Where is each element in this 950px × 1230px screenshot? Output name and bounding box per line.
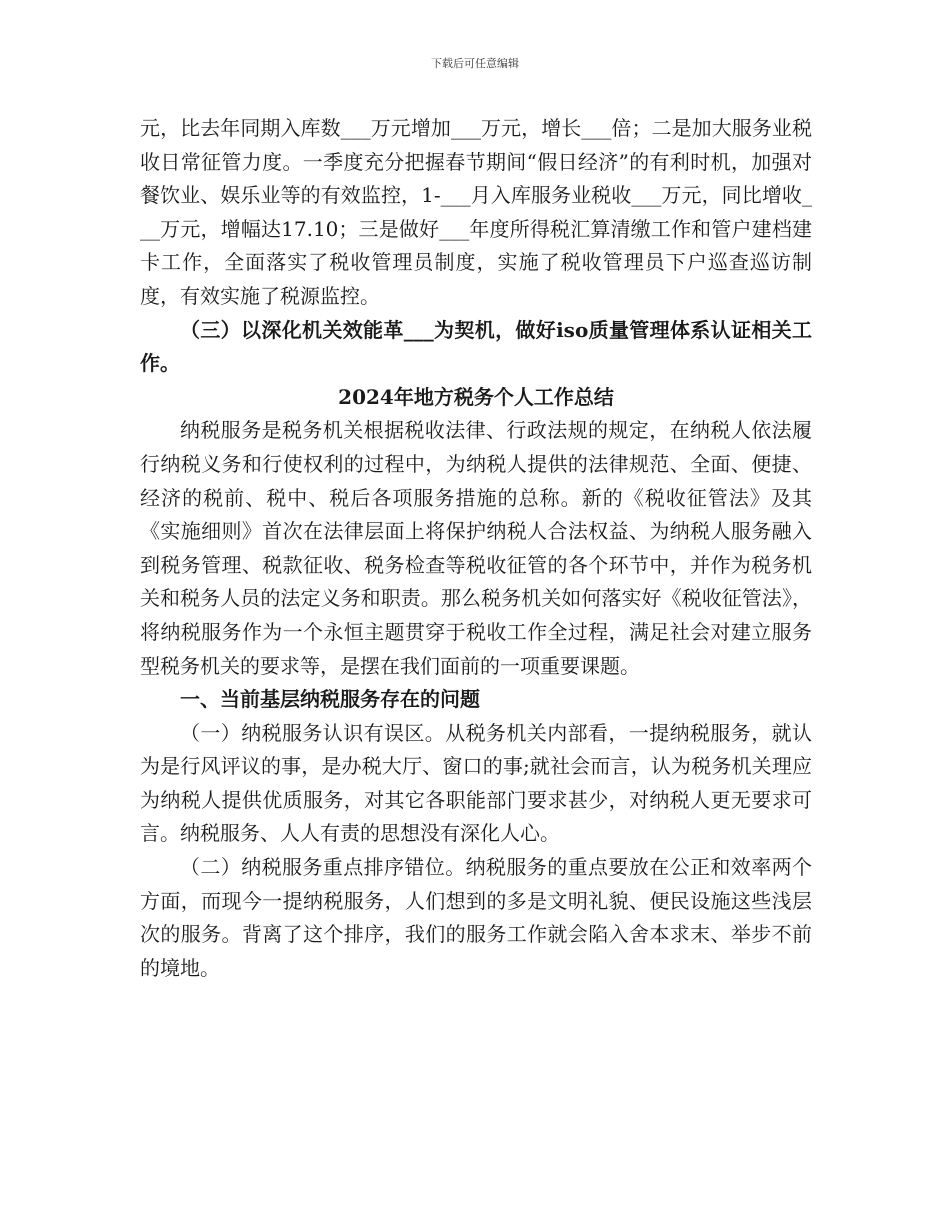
paragraph-intro: 纳税服务是税务机关根据税收法律、行政法规的规定，在纳税人依法履行纳税义务和行使权利的过程中，为纳税人提供的法律规范、全面、便捷、经济的税前、税中、税后各项服务措施的总称。新的《税收征管法》及其《实施细则》首次在法律层面上将保护纳税人合法权益、为纳税人服务融入到税务管理、税款征收、税务检查等税收征管的各个环节中，并作为税务机关和税务人员的法定义务和职责。那么税务机关如何落实好《税收征管法》，将纳税服务作为一个永恒主题贯穿于税收工作全过程，满足社会对建立服务型税务机关的要求等，是摆在我们面前的一项重要课题。: [140, 418, 812, 678]
paragraph-continuation: 元，比去年同期入库数___万元增加___万元，增长___倍；二是加大服务业税收日常征管力度。一季度充分把握春节期间“假日经济”的有利时机，加强对餐饮业、娱乐业等的有效监控，1-___月入库服务业税收___万元，同比增收___万元，增幅达17.10；三是做好___年度所得税汇算清缴工作和管户建档建卡工作，全面落实了税收管理员制度，实施了税收管理员下户巡查巡访制度，有效实施了税源监控。: [140, 116, 812, 308]
section-heading-1: 一、当前基层纳税服务存在的问题: [180, 687, 480, 712]
document-body: [140, 112, 812, 985]
paragraph-issue-2: （二）纳税服务重点排序错位。纳税服务的重点要放在公正和效率两个方面，而现今一提纳税服务，人们想到的多是文明礼貌、便民设施这些浅层次的服务。背离了这个排序，我们的服务工作就会陷入舍本求末、举步不前的境地。: [140, 855, 812, 980]
section-heading-3: （三）以深化机关效能革___为契机，做好iso质量管理体系认证相关工作。: [140, 317, 812, 376]
paragraph-issue-1: （一）纳税服务认识有误区。从税务机关内部看，一提纳税服务，就认为是行风评议的事，是办税大厅、窗口的事;就社会而言，认为税务机关理应为纳税人提供优质服务，对其它各职能部门要求甚少，对纳税人更无要求可言。纳税服务、人人有责的思想没有深化人心。: [140, 720, 812, 846]
document-title: 2024年地方税务个人工作总结: [338, 384, 614, 409]
page-header: 下载后可任意编辑: [431, 57, 519, 70]
